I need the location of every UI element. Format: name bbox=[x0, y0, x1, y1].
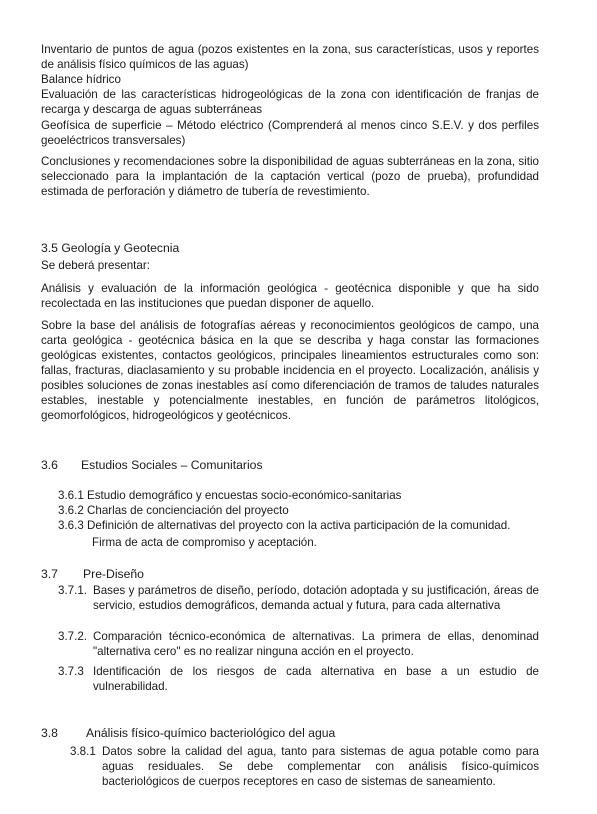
section-3-8-title: Análisis físico-químico bacteriológico del agua bbox=[86, 726, 336, 740]
section-3-5-paragraph-analysis: Análisis y evaluación de la información geológica - geotécnica disponible y que ha sido recolectada en las instituciones que puedan disponer de aquello. bbox=[41, 282, 539, 310]
section-3-7-item-1-text: Bases y parámetros de diseño, período, dotación adoptada y su justificación, áreas de servicio, estudios demográficos, demanda actual y futura, para cada alternativa bbox=[93, 584, 539, 612]
section-3-7-title: Pre-Diseño bbox=[83, 567, 144, 581]
section-3-7-heading bbox=[41, 567, 144, 582]
section-3-6-heading bbox=[41, 458, 263, 473]
section-3-5-intro: Se deberá presentar: bbox=[41, 259, 150, 272]
paragraph-surface-geophysics: Geofísica de superficie – Método eléctrico (Comprenderá al menos cinco S.E.V. y dos perfiles geoeléctricos transversales) bbox=[41, 119, 539, 147]
paragraph-water-points-inventory: Inventario de puntos de agua (pozos existentes en la zona, sus características, usos y reportes de análisis físico químicos de las aguas) bbox=[41, 43, 539, 71]
section-3-8-heading bbox=[41, 726, 335, 741]
section-3-6-item-3: 3.6.3 Definición de alternativas del proyecto con la activa participación de la comunidad. bbox=[58, 519, 511, 532]
section-3-7-item-1-number: 3.7.1. bbox=[58, 584, 88, 597]
section-3-6-item-1: 3.6.1 Estudio demográfico y encuestas socio-económico-sanitarias bbox=[58, 489, 402, 502]
section-3-6-item-2: 3.6.2 Charlas de concienciación del proyecto bbox=[58, 504, 289, 517]
paragraph-water-balance: Balance hídrico bbox=[41, 73, 121, 86]
section-3-7-number: 3.7 bbox=[41, 567, 58, 581]
section-3-8-number: 3.8 bbox=[41, 726, 58, 740]
section-3-7-item-2-text: Comparación técnico-económica de alternativas. La primera de ellas, denominad "alternativa cero" es no realizar ninguna acción en el proyecto. bbox=[93, 630, 539, 658]
section-3-7-item-3-text: Identificación de los riesgos de cada alternativa en base a un estudio de vulnerabilidad. bbox=[93, 665, 539, 693]
paragraph-conclusions: Conclusiones y recomendaciones sobre la disponibilidad de aguas subterráneas en la zona, sitio seleccionado para la implantación de la captación vertical (pozo de prueba), profundidad estimada de perforación y diámetro de tubería de revestimiento. bbox=[41, 155, 539, 198]
section-3-5-paragraph-geological-map: Sobre la base del análisis de fotografías aéreas y reconocimientos geológicos de campo, una carta geológica - geotécnica básica en la que se describa y haga constar las formaciones geológicas existentes, contactos geológicos, principales lineamientos estructurales como son: fallas, fracturas, diaclasamiento y su probable incidencia en el proyecto. Localización, análisis y posibles soluciones de zonas inestables así como diferenciación de tramos de taludes naturales estables, inestable y potencialmente inestables, en función de parámetros litológicos, geomorfológicos, hidrogeológicos y geotécnicos. bbox=[41, 319, 539, 422]
paragraph-hydrogeological-evaluation: Evaluación de las características hidrogeológicas de la zona con identificación de franjas de recarga y descarga de aguas subterráneas bbox=[41, 88, 539, 116]
section-3-8-item-1-text: Datos sobre la calidad del agua, tanto para sistemas de agua potable como para aguas residuales. Se debe complementar con análisis físico-químicos bacteriológicos de cuerpos receptores en caso de sistemas de saneamiento. bbox=[102, 745, 539, 788]
section-3-7-item-2-number: 3.7.2. bbox=[58, 630, 88, 643]
section-3-6-number: 3.6 bbox=[41, 458, 58, 472]
section-3-6-item-3-continuation: Firma de acta de compromiso y aceptación. bbox=[92, 536, 317, 549]
section-3-6-title: Estudios Sociales – Comunitarios bbox=[81, 458, 263, 472]
section-3-7-item-3-number: 3.7.3 bbox=[58, 665, 84, 678]
section-3-8-item-1-number: 3.8.1 bbox=[70, 745, 96, 758]
section-3-5-heading: 3.5 Geología y Geotecnia bbox=[41, 241, 180, 255]
